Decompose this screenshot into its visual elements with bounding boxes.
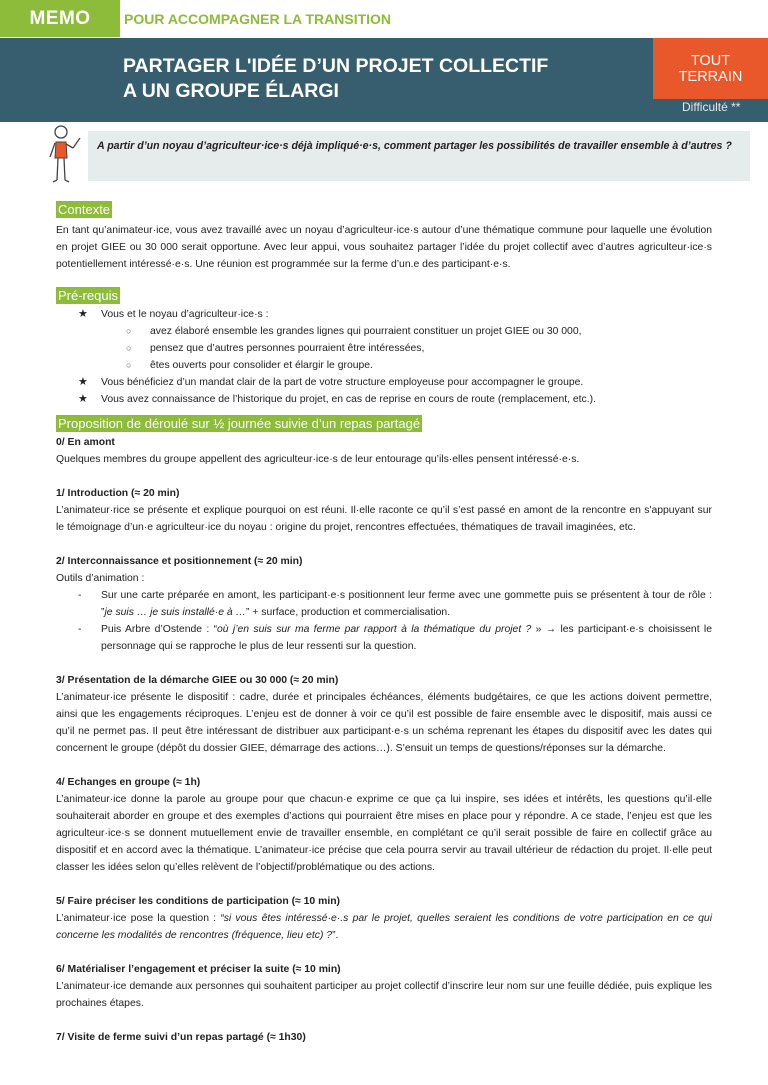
section-contexte — [56, 201, 712, 273]
prerequis-item: ★ Vous avez connaissance de l’historique du projet, en cas de reprise en cours de route (remplacement, etc.). — [56, 391, 712, 408]
step-3-title: 3/ Présentation de la démarche GIEE ou 30 000 (≈ 20 min) — [56, 675, 339, 686]
step-2-item — [56, 587, 712, 621]
contexte-heading: Contexte — [58, 202, 111, 217]
step-6-text: L’animateur·ice demande aux personnes qui souhaitent participer au projet collectif d’inscrire leur nom sur une feuille dédiée, puis explique les prochaines étapes. — [56, 981, 712, 1009]
key-question: A partir d’un noyau d’agriculteur·ice·s déjà impliqué·e·s, comment partager les possibilités de travailler ensemble à d’autres ? — [97, 140, 732, 152]
series-subtitle: POUR ACCOMPAGNER LA TRANSITION — [124, 10, 392, 27]
stick-figure-icon — [47, 124, 83, 188]
tag-line-2: TERRAIN — [678, 68, 743, 85]
prerequis-heading: Pré-requis — [58, 288, 118, 303]
text-run: » → les participant·e·s choisissent le personnage qui se rapproche le plus de leur ressenti sur la question. — [101, 624, 712, 652]
text-run: L’animateur·ice pose la question : — [56, 913, 221, 924]
step-3-text: L’animateur·ice présente le dispositif : cadre, durée et principales échéances, éléments budgétaires, ce que les actions doivent permettre, ainsi que les engagements réciproques. L’enjeu est de donner à voir ce qu’il est possible de faire ensemble avec le dispositif, mais aussi ce qu’il ne permet pas. Il peut être intéressant de distribuer aux participant·e·s un schéma reprenant les étapes du dispositif avec les dates qui concernent le groupe (dépôt du dossier GIEE, démarrage des actions…). S’ensuit un temps de questions/réponses sur la démarche. — [56, 692, 712, 754]
step-6-title: 6/ Matérialiser l’engagement et préciser la suite (≈ 10 min) — [56, 964, 341, 975]
prerequis-subitem: ○ pensez que d’autres personnes pourraient être intéressées, — [56, 340, 712, 357]
page-title — [123, 54, 548, 104]
step-5-text — [56, 910, 712, 944]
text-run: ”. — [332, 930, 339, 941]
step-2-item — [56, 621, 712, 655]
top-bar — [0, 0, 768, 37]
step-1-text: L’animateur·rice se présente et explique pourquoi on est réuni. Il·elle raconte ce qu’il s’est passé en amont de la rencontre en s'appuyant sur le témoignage d’un·e agriculteur·ice du noyau : origine du projet, rencontres effectuées, thématiques de travail imaginées, etc. — [56, 505, 712, 533]
memo-label: MEMO — [0, 0, 120, 37]
section-deroule — [56, 415, 712, 1046]
step-5-title: 5/ Faire préciser les conditions de participation (≈ 10 min) — [56, 896, 341, 907]
italic-quote: je suis … je suis installé·e à … — [104, 607, 246, 618]
prerequis-item: ★ Vous et le noyau d’agriculteur·ice·s : — [56, 306, 712, 323]
title-line-1: PARTAGER L'IDÉE D’UN PROJET COLLECTIF — [123, 55, 549, 77]
step-2-list — [56, 587, 712, 655]
text-run: Puis Arbre d’Ostende : “ — [101, 624, 218, 635]
text-run: ” + surface, production et commercialisation. — [245, 607, 451, 618]
prerequis-list — [56, 306, 712, 408]
prerequis-item: ★ Vous bénéficiez d’un mandat clair de la part de votre structure employeuse pour accompagner le groupe. — [56, 374, 712, 391]
contexte-text: En tant qu’animateur·ice, vous avez travaillé avec un noyau d’agriculteur·ice·s autour d’une thématique commune pour laquelle une évolution en projet GIEE ou 30 000 serait opportune. Avec leur appui, vous souhaitez partager l’idée du projet collectif avec d’autres agriculteur·ice·s potentiellement intéressé·e·s. Une réunion est programmée sur la ferme d’un.e des participant·e·s. — [56, 225, 712, 270]
italic-quote: “si vous êtes intéressé·e·.s par le projet, quelles seraient les conditions de votre participation en ce qui concerne les modalités de rencontres (fréquence, lieu etc) ? — [56, 913, 713, 941]
step-4-text: L’animateur·ice donne la parole au groupe pour que chacun·e exprime ce que ça lui inspire, ses idées et intérêts, les questions qu’il·elle souhaiterait aborder en groupe et des exemples d’actions qui pourraient être mises en place pour y répondre. A ce stade, l’enjeu est que les agriculteur·ice·s se donnent mutuellement envie de travailler ensemble, en complétant ce qu’il serait possible de faire en collectif grâce au dispositif et en accord avec la thématique. L’animateur·ice précise que cela pourra servir au travail ultérieur de rédaction du projet. Il·elle peut classer les idées selon qu’elles relèvent de l’objectif/problématique ou des actions. — [56, 794, 712, 873]
step-1-title: 1/ Introduction (≈ 20 min) — [56, 488, 180, 499]
step-2-intro: Outils d’animation : — [56, 573, 145, 584]
category-tag — [653, 38, 768, 99]
step-0-title: 0/ En amont — [56, 437, 115, 448]
italic-quote: où j’en suis sur ma ferme par rapport à la thématique du projet ? — [217, 624, 532, 635]
step-0-text: Quelques membres du groupe appellent des agriculteur·ice·s de leur entourage qu’ils·elles pensent intéressé·e·s. — [56, 454, 580, 465]
title-line-2: A UN GROUPE ÉLARGI — [123, 80, 339, 102]
text-run: Sur une carte préparée en amont, les participant·e·s positionnent leur ferme avec une gommette puis se présentent à tour de rôle : ” — [101, 590, 712, 618]
tag-line-1: TOUT — [690, 52, 731, 69]
step-7-title: 7/ Visite de ferme suivi d’un repas partagé (≈ 1h30) — [56, 1032, 306, 1043]
step-2-title: 2/ Interconnaissance et positionnement (≈ 20 min) — [56, 556, 303, 567]
prerequis-subitem: ○ êtes ouverts pour consolider et élargir le groupe. — [56, 357, 712, 374]
step-4-title: 4/ Echanges en groupe (≈ 1h) — [56, 777, 201, 788]
section-prerequis — [56, 287, 712, 408]
prerequis-subitem: ○ avez élaboré ensemble les grandes lignes qui pourraient constituer un projet GIEE ou 30 000, — [56, 323, 712, 340]
deroule-heading: Proposition de déroulé sur ½ journée suivie d’un repas partagé — [58, 416, 421, 431]
difficulty-label: Difficulté ** — [682, 100, 741, 114]
